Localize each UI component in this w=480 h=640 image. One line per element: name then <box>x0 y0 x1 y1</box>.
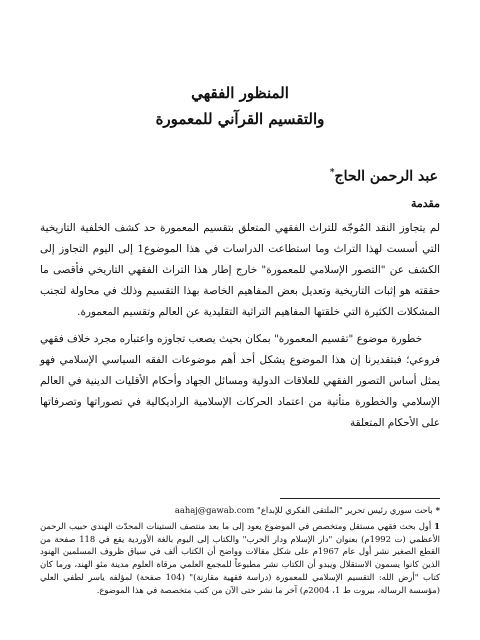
page-title: المنظور الفقهي <box>191 84 289 102</box>
footnote <box>40 504 440 517</box>
footnote-text: أول بحث فقهي مستقل ومتخصص في الموضوع يعود إلى ما بعد منتصف الستينات المحدّث الهندي حبيب الرحمن الأعظمي (ت 1992م) بعنوان "دار الإسلام ودار الحرب" والكتاب إلى اليوم بالغة الأوردية يقع في 118 صفحة من القطع الصغير نشر أول عام 1967م على شكل مقالات وواضح أن الكتاب ألف في سياق ظروف المسلمين الهنود الذين كانوا يسمون الاستقلال ويبدو أن الكتاب نشر مطبوعاً للمجمع العلمي مرقاة العلوم مدينة مئو الهند، ورما كان كتاب "أرض الله: التقسيم الإسلامي للمعمورة (دراسة فقهية مقارنة)" (104 صفحة) لمؤلفه ياسر لطفي العلي (مؤسسة الرسالة، بيروت ط 1، 2004م) آخر ما نشر حتى الآن من كتب متخصصة في هذا الموضوع. <box>40 520 440 595</box>
title-block <box>40 80 440 132</box>
footnote-text: باحث سوري رئيس تحرير "الملتقى الفكري للإبداع" aahaj@gawab.com <box>174 505 433 515</box>
footnote-mark: * <box>435 505 440 515</box>
footnote-mark: 1 <box>434 520 440 531</box>
footnote-divider <box>280 498 440 499</box>
body-paragraph: لم يتجاوز النقد المُوجّه للتراث الفقهي المتعلق بتقسيم المعمورة حد كشف الخلفية التاريخية التي أسست لهذا التراث وما استطاعت الدراسات في هذا الموضوع1 إلى اليوم التجاوز إلى الكشف عن "التصور الإسلامي للمعمورة" خارج إطار هذا التراث الفقهي التاريخي فأقصى ما حققته هو إثبات التاريخية وتعديل بعض المفاهيم الخاصة بهذا التقسيم وذلك في محاولة لتجنب المشكلات الكثيرة التي خلقتها المفاهيم التراثية التقليدية عن العالم وتقسيم المعمورة. <box>40 222 440 318</box>
author-name: عبد الرحمن الحاج <box>334 168 438 185</box>
author-line <box>330 168 438 185</box>
body-paragraph: خطورة موضوع "تقسيم المعمورة" بمكان بحيث يصعب تجاوزه واعتباره مجرد خلاف فقهي فروعي؛ فبتقديرنا إن هذا الموضوع يشكل أحد أهم موضوعات الفقه السياسي الإسلامي فهو يمثل أساس التصور الفقهي للعلاقات الدولية ومسائل الجهاد وأحكام الأقليات الدينية في العالم الإسلامي والخطورة متأتية من اعتماد الحركات الإسلامية الراديكالية في تصوراتها وتصرفاتها على الأحكام المتعلقة <box>40 333 440 429</box>
page-subtitle: والتقسيم القرآني للمعمورة <box>155 110 325 128</box>
author-footnote-mark: * <box>329 168 335 178</box>
body-text <box>40 218 440 440</box>
footnotes <box>40 504 440 600</box>
footnote <box>40 520 440 597</box>
section-heading: مقدمة <box>410 197 440 210</box>
